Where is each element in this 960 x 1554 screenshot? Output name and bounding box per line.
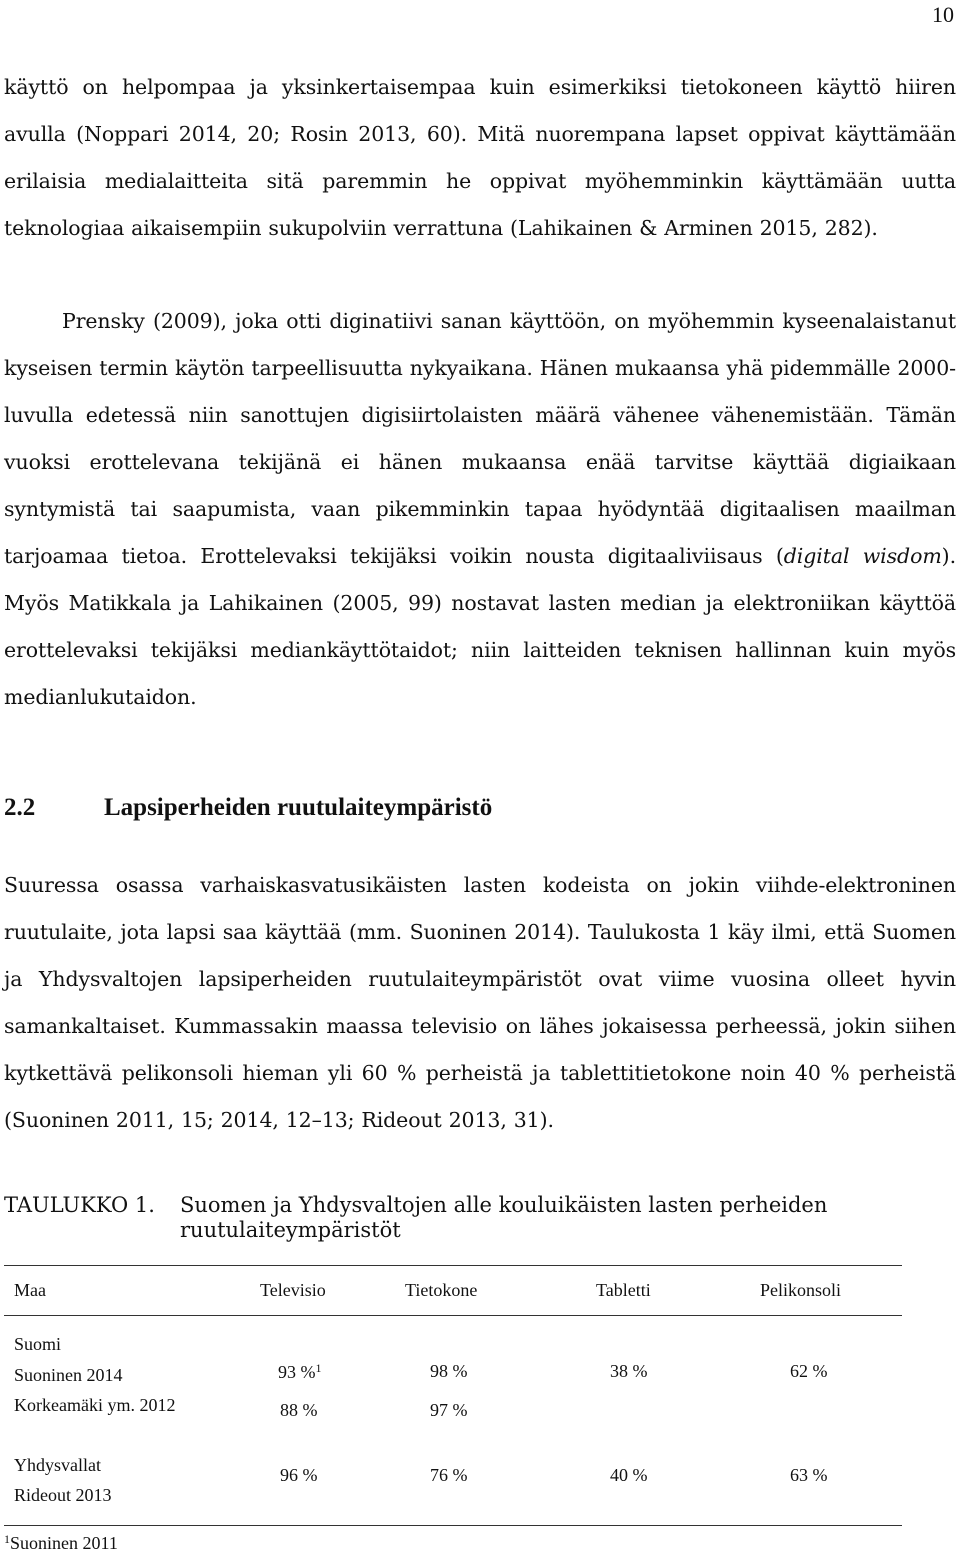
- table-source-suoninen-2014: Suoninen 2014: [14, 1365, 123, 1385]
- table-top-rule: [4, 1265, 902, 1266]
- footnote-text: Suoninen 2011: [10, 1533, 118, 1553]
- section-number: 2.2: [4, 794, 36, 821]
- table-country-suomi: Suomi: [14, 1334, 62, 1354]
- table-source-rideout-2013: Rideout 2013: [14, 1485, 112, 1505]
- table-cell-suomi-computer-2: 97 %: [430, 1400, 468, 1420]
- paragraph-1: käyttö on helpompaa ja yksinkertaisempaa kuin esimerkiksi tietokoneen käyttö hiiren avulla (Noppari 2014, 20; Rosin 2013, 60). Mitä nuorempana lapset oppivat käyttämään erilaisia medialaitteita sitä paremmin he oppivat myöhemminkin käyttämään uutta teknologiaa aikaisempiin sukupolviin verrattuna (Lahikainen & Arminen 2015, 282).: [4, 75, 956, 240]
- table-cell-usa-console: 63 %: [790, 1465, 828, 1485]
- paragraph-2-text-b: ). Myös Matikkala ja Lahikainen (2005, 99) nostavat lasten median ja elektroniikan käyttöä erottelevaksi tekijäksi mediankäyttötaidot; niin laitteiden teknisen hallinnan kuin myös medianlukutaidon.: [4, 544, 956, 709]
- footnote-marker: 1: [315, 1361, 322, 1375]
- table-cell-suomi-tv-2: 88 %: [280, 1400, 318, 1420]
- table-header-country: Maa: [14, 1280, 46, 1300]
- table-bottom-rule: [4, 1525, 902, 1526]
- table-header-console: Pelikonsoli: [760, 1280, 842, 1300]
- paragraph-2-italic-term: digital wisdom: [783, 544, 942, 568]
- paragraph-2-text-a: Prensky (2009), joka otti diginatiivi sanan käyttöön, on myöhemmin kyseenalaistanut kyseisen termin käytön tarpeellisuutta nykyaikana. Hänen mukaansa yhä pidemmälle 2000-luvulla edetessä niin sanottujen digisiirtolaisten määrä vähenee vähenemistään. Tämän vuoksi erottelevana tekijänä ei hänen mukaansa enää tarvitse käyttää digiaikaan syntymistä tai saapumista, vaan pikemminkin tapaa hyödyntää digitaalisen maailman tarjoamaa tietoa. Erottelevaksi tekijäksi voikin nousta digitaaliviisaus (: [4, 309, 956, 568]
- footnote: [4, 1532, 118, 1554]
- table-header-rule: [4, 1315, 902, 1316]
- table-caption-label: TAULUKKO 1.: [4, 1193, 155, 1217]
- table-cell-usa-tv: 96 %: [280, 1465, 318, 1485]
- table-cell-usa-tablet: 40 %: [610, 1465, 648, 1485]
- table-cell-suomi-computer-1: 98 %: [430, 1361, 468, 1381]
- table-cell-suomi-tv-1: 93 %$^1$: [278, 1361, 322, 1382]
- paragraph-3: Suuressa osassa varhaiskasvatusikäisten lasten kodeista on jokin viihde-elektroninen ruutulaite, jota lapsi saa käyttää (mm. Suoninen 2014). Taulukosta 1 käy ilmi, että Suomen ja Yhdysvaltojen lapsiperheiden ruutulaiteympäristöt ovat viime vuosina olleet hyvin samankaltaiset. Kummassakin maassa televisio on lähes jokaisessa perheessä, jokin siihen kytkettävä pelikonsoli hieman yli 60 % perheistä ja tablettitietokone noin 40 % perheistä (Suoninen 2011, 15; 2014, 12–13; Rideout 2013, 31).: [4, 873, 956, 1132]
- table-country-usa: Yhdysvallat: [14, 1455, 101, 1475]
- table-cell-usa-computer: 76 %: [430, 1465, 468, 1485]
- table-caption: [4, 1193, 956, 1243]
- section-heading: [4, 794, 492, 822]
- table-cell-suomi-console: 62 %: [790, 1361, 828, 1381]
- footnote-number: 1: [4, 1532, 10, 1546]
- paragraph-2: [4, 298, 956, 721]
- table-cell-suomi-tablet: 38 %: [610, 1361, 648, 1381]
- table-source-korkeamaki-2012: Korkeamäki ym. 2012: [14, 1395, 176, 1415]
- page-number: 10: [932, 2, 954, 27]
- table-header-tv: Televisio: [260, 1280, 326, 1300]
- table-caption-text: Suomen ja Yhdysvaltojen alle kouluikäisten lasten perheiden ruutulaiteympäristöt: [180, 1193, 828, 1242]
- table-header-computer: Tietokone: [405, 1280, 478, 1300]
- section-title: Lapsiperheiden ruutulaiteympäristö: [104, 794, 493, 821]
- table-header-tablet: Tabletti: [596, 1280, 651, 1300]
